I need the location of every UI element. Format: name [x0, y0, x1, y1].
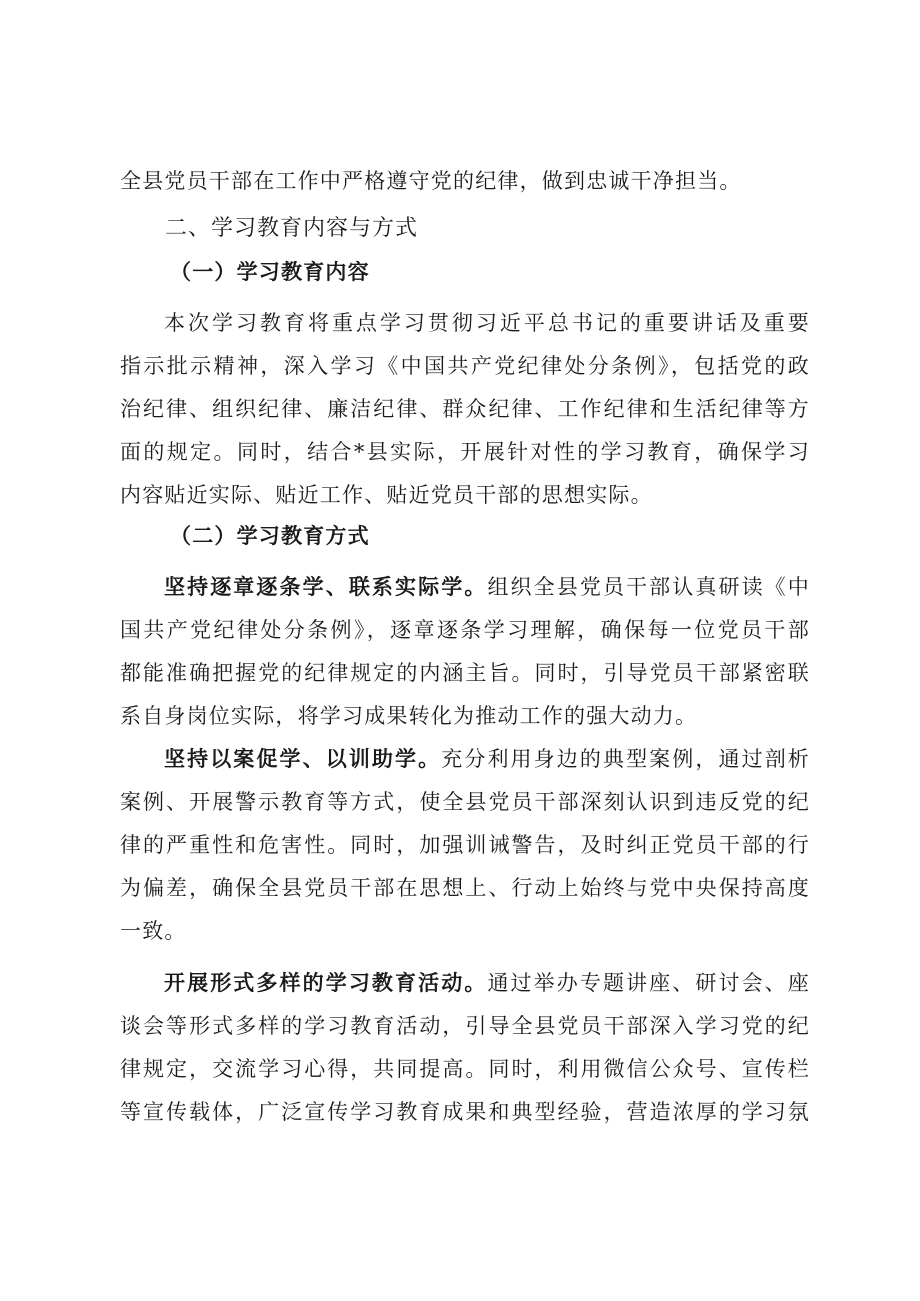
paragraph-method-1 — [120, 566, 810, 738]
paragraph-lead-rest: 通过举办专题讲座、研讨会、座 — [487, 971, 810, 995]
paragraph-lead: 坚持逐章逐条学、联系实际学。 — [164, 575, 488, 599]
text-line: 律的严重性和危害性。同时，加强训诫警告，及时纠正党员干部的行 — [120, 833, 810, 857]
text-line: 治纪律、组织纪律、廉洁纪律、群众纪律、工作纪律和生活纪律等方 — [120, 397, 810, 421]
paragraph-lead: 坚持以案促学、以训助学。 — [164, 747, 442, 771]
text-line: 系自身岗位实际，将学习成果转化为推动工作的强大动力。 — [120, 704, 698, 728]
subsection-heading-1: （一）学习教育内容 — [170, 259, 370, 284]
text-line: 指示批示精神，深入学习《中国共产党纪律处分条例》，包括党的政 — [120, 354, 810, 378]
subsection-heading-2: （二）学习教育方式 — [170, 523, 370, 548]
text-line: 本次学习教育将重点学习贯彻习近平总书记的重要讲话及重要 — [164, 311, 810, 335]
paragraph-content — [120, 302, 810, 517]
section-heading-2: 二、学习教育内容与方式 — [165, 216, 419, 241]
text-line: 谈会等形式多样的学习教育活动，引导全县党员干部深入学习党的纪 — [120, 1014, 810, 1038]
text-line — [120, 738, 810, 781]
text-line: 内容贴近实际、贴近工作、贴近党员干部的思想实际。 — [120, 483, 653, 507]
text-line — [120, 962, 810, 1005]
text-line: 案例、开展警示教育等方式，使全县党员干部深刻认识到违反党的纪 — [120, 790, 810, 814]
text-line: 等宣传载体，广泛宣传学习教育成果和典型经验，营造浓厚的学习氛 — [120, 1100, 810, 1124]
paragraph-lead-rest: 充分利用身边的典型案例，通过剖析 — [441, 747, 810, 771]
text-line — [120, 566, 810, 609]
text-line: 为偏差，确保全县党员干部在思想上、行动上始终与党中央保持高度 — [120, 876, 810, 900]
paragraph-intro-end — [120, 160, 810, 203]
paragraph-lead: 开展形式多样的学习教育活动。 — [164, 971, 488, 995]
text-line: 面的规定。同时，结合*县实际，开展针对性的学习教育，确保学习 — [120, 440, 810, 464]
paragraph-method-3 — [120, 962, 810, 1134]
text-line: 律规定，交流学习心得，共同提高。同时，利用微信公众号、宣传栏 — [120, 1057, 810, 1081]
text-line: 国共产党纪律处分条例》，逐章逐条学习理解，确保每一位党员干部 — [120, 618, 810, 642]
paragraph-lead-rest: 组织全县党员干部认真研读《中 — [487, 575, 810, 599]
text-line: 一致。 — [120, 919, 187, 943]
text-line: 全县党员干部在工作中严格遵守党的纪律，做到忠诚干净担当。 — [120, 169, 742, 193]
paragraph-method-2 — [120, 738, 810, 953]
text-line: 都能准确把握党的纪律规定的内涵主旨。同时，引导党员干部紧密联 — [120, 661, 810, 685]
